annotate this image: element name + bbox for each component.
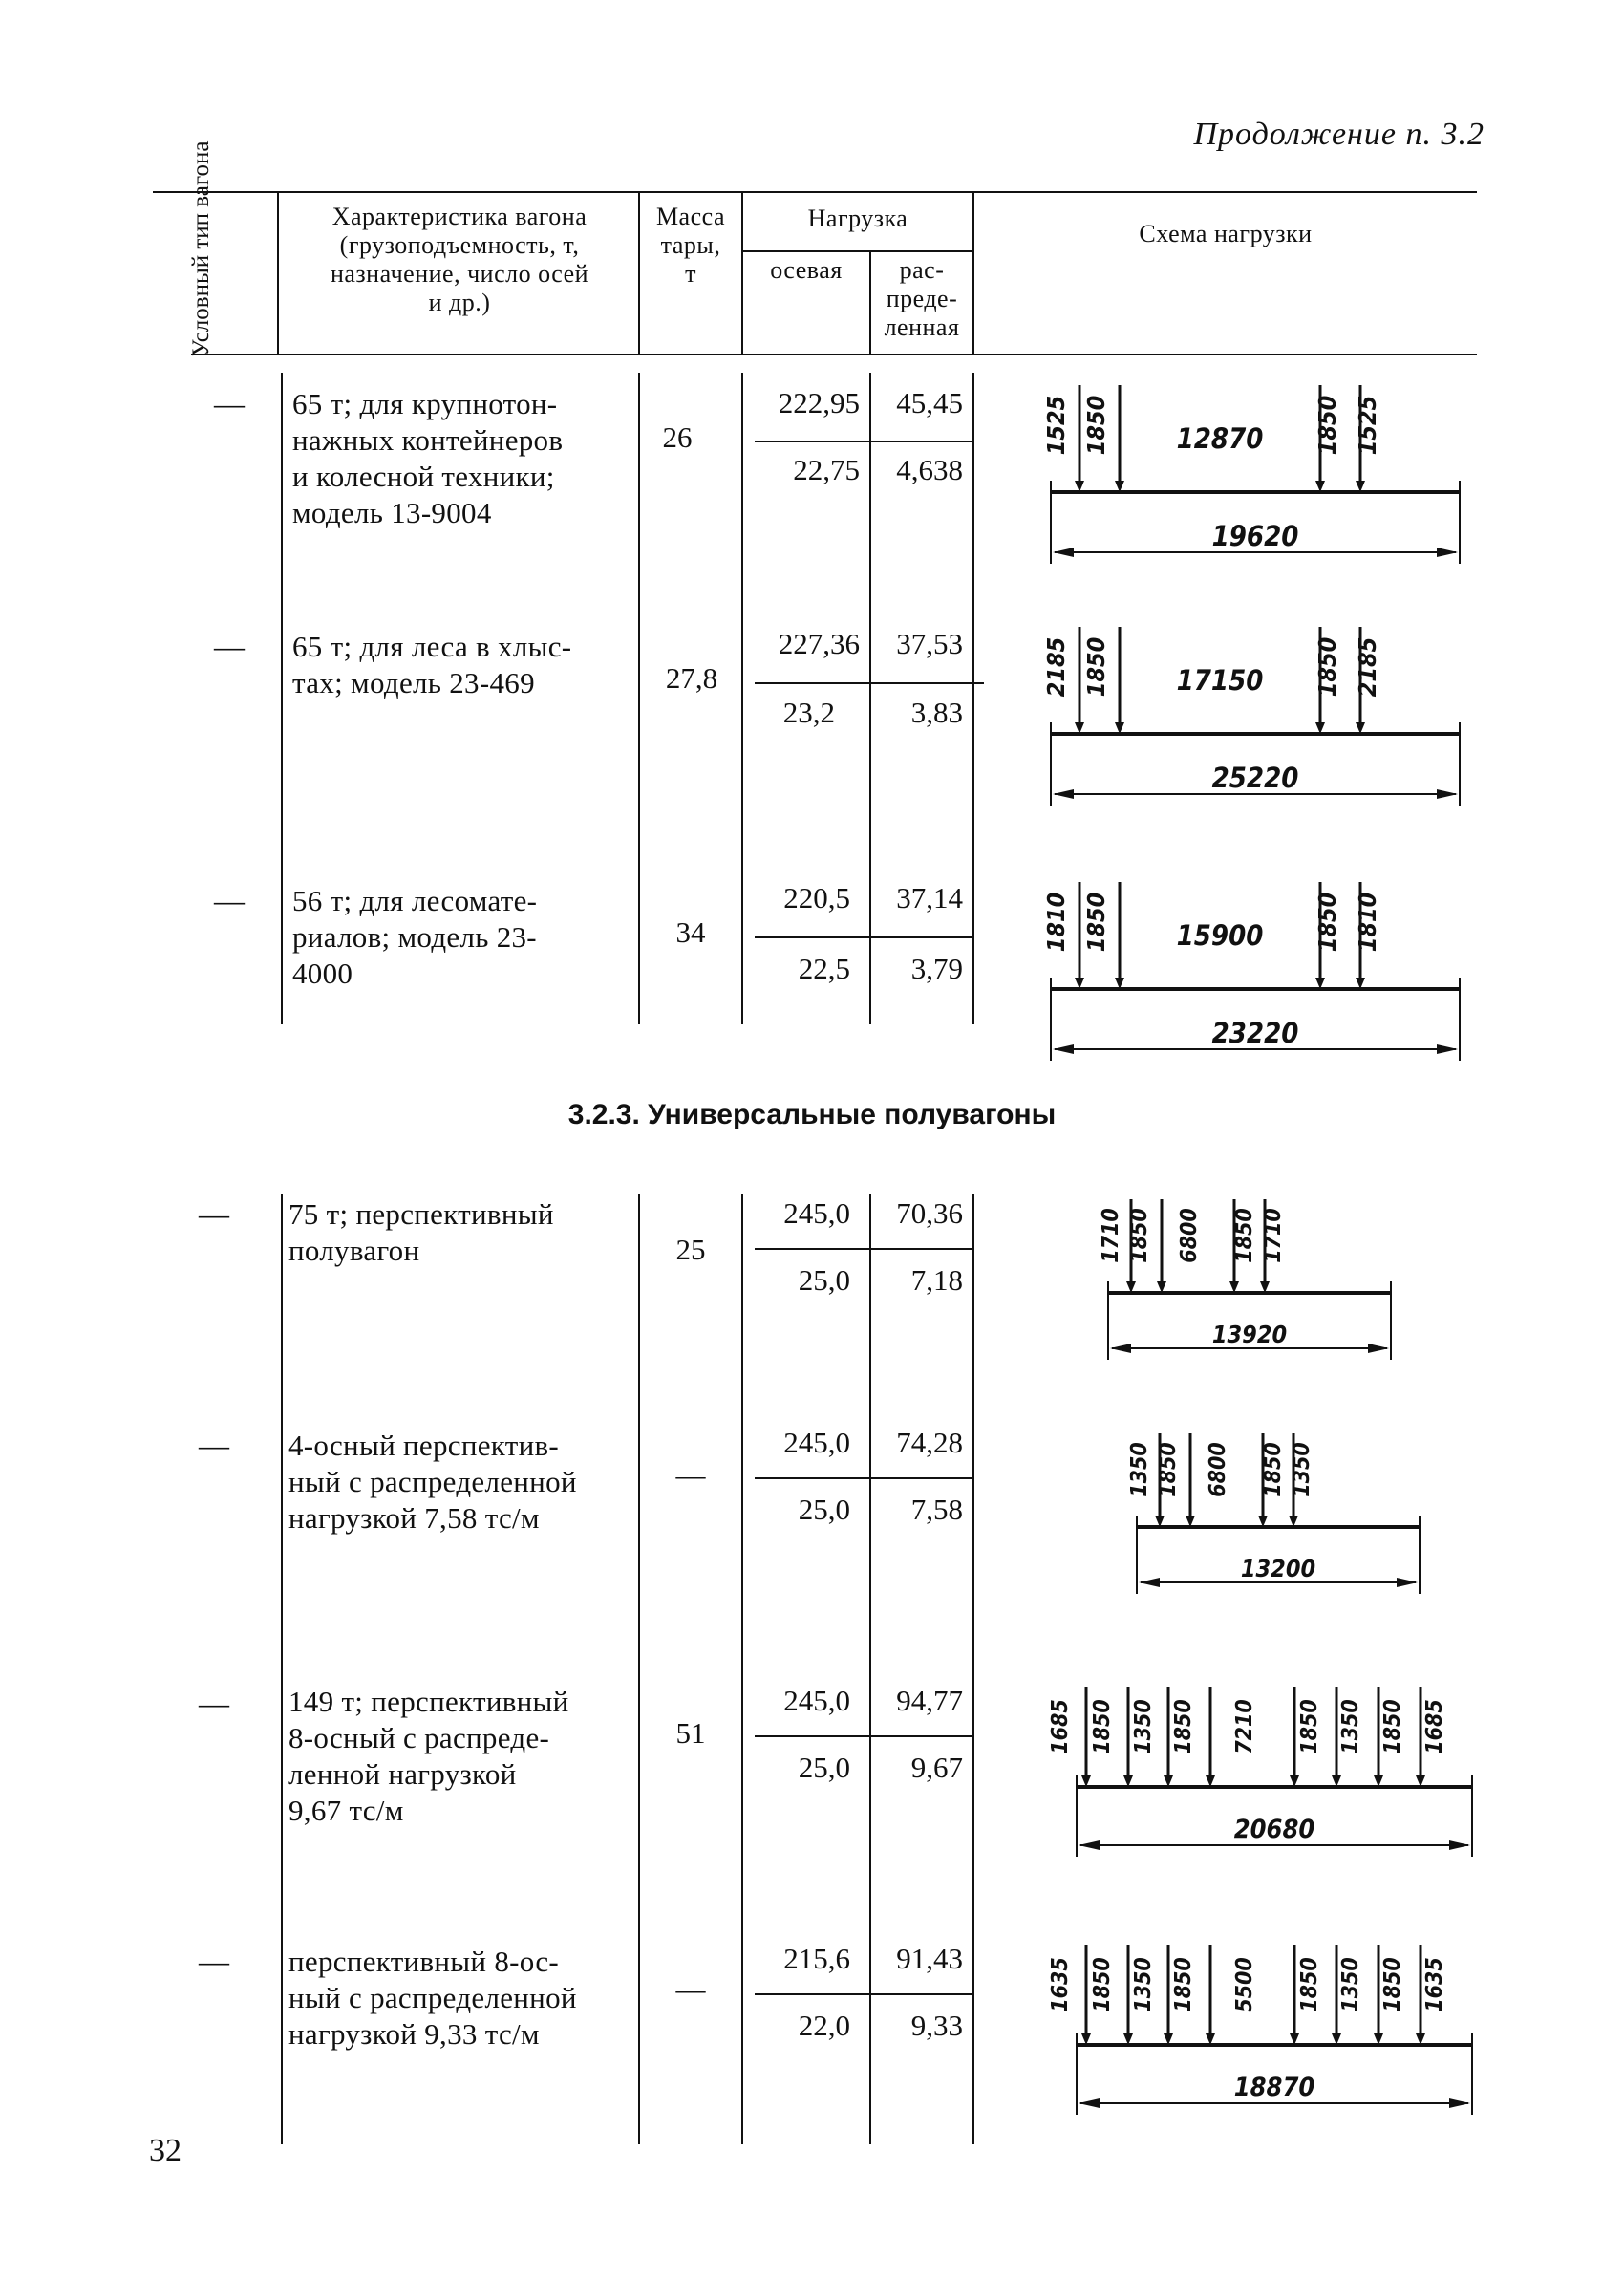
row-dist-top: 37,53 <box>896 627 963 660</box>
dimension-total-label: 13200 <box>1240 1555 1316 1582</box>
row-axial-top: 227,36 <box>778 627 860 660</box>
row-description-line: 56 т; для лесомате- <box>292 884 538 917</box>
row-description <box>292 386 629 531</box>
fraction-rule <box>755 441 972 442</box>
section-heading: 3.2.3. Универсальные полувагоны <box>567 1099 1057 1130</box>
row-dist-top: 94,77 <box>896 1684 963 1717</box>
span-label: 1850 <box>1261 1442 1286 1497</box>
header-characteristic-line: (грузоподъемность, т, <box>339 231 580 259</box>
span-label: 1850 <box>1297 1699 1322 1754</box>
row-description-line: ный с распределенной <box>288 1465 577 1498</box>
load-scheme <box>1042 619 1490 810</box>
header-characteristic-line: назначение, число осей <box>330 260 589 288</box>
header-col-sep-1 <box>277 191 279 355</box>
running-head: Продолжение п. 3.2 <box>1193 117 1485 152</box>
fraction-rule <box>755 936 972 938</box>
span-label: 1850 <box>1090 1699 1115 1754</box>
header-distributed-line: рас- <box>899 256 945 284</box>
row-axial-bottom: 22,75 <box>793 453 860 486</box>
span-label: 1685 <box>1048 1699 1073 1754</box>
row-dist-bottom: 9,33 <box>910 2009 963 2042</box>
span-label: 1850 <box>1082 636 1110 698</box>
page-number: 32 <box>149 2133 182 2168</box>
header-type-label: Условный тип вагона <box>188 140 214 356</box>
dimension-total-label: 13920 <box>1211 1321 1288 1348</box>
row-axial-top: 215,6 <box>783 1942 850 1975</box>
row-axial-bottom: 25,0 <box>798 1751 850 1784</box>
row-description <box>288 1196 629 1269</box>
row-dist-bottom: 9,67 <box>910 1751 963 1784</box>
dimension-arrowhead <box>1397 1578 1418 1587</box>
span-label: 1635 <box>1048 1957 1073 2012</box>
span-label: 12870 <box>1176 422 1264 455</box>
span-label: 1850 <box>1314 636 1341 698</box>
header-characteristic <box>283 203 636 317</box>
span-label: 1850 <box>1232 1208 1257 1263</box>
span-label: 1350 <box>1127 1442 1152 1497</box>
dimension-arrowhead <box>1368 1344 1389 1353</box>
row-description <box>288 1944 629 2053</box>
row-dist-bottom: 7,18 <box>910 1263 963 1297</box>
span-label: 2185 <box>1354 636 1381 698</box>
dimension-arrowhead <box>1053 548 1074 557</box>
span-label: 1635 <box>1422 1957 1447 2012</box>
row-axial-top: 245,0 <box>783 1426 850 1459</box>
dimension-total-label: 25220 <box>1211 762 1299 794</box>
row-dist-bottom: 3,79 <box>910 952 963 985</box>
span-label: 1710 <box>1261 1208 1286 1263</box>
body-col-sep-1 <box>281 373 283 1024</box>
row-description <box>288 1428 629 1537</box>
row-axial-bottom: 22,0 <box>798 2009 850 2042</box>
span-label: 1350 <box>1338 1957 1363 2012</box>
row-axial-top: 245,0 <box>783 1196 850 1230</box>
dimension-total-label: 19620 <box>1211 520 1299 552</box>
body-col-sep-5 <box>972 373 974 1024</box>
span-label: 1850 <box>1380 1957 1405 2012</box>
body-col-sep-1 <box>281 1194 283 2144</box>
table-header-bottom-rule <box>191 354 1477 355</box>
row-description-line: ный с распределенной <box>288 1981 577 2014</box>
span-label: 1850 <box>1082 892 1110 953</box>
row-description-line: риалов; модель 23- <box>292 920 537 954</box>
span-label: 1850 <box>1156 1442 1181 1497</box>
load-scheme <box>1127 1424 1481 1615</box>
row-description-line: нажных контейнеров <box>292 423 564 457</box>
load-scheme <box>1099 1190 1452 1381</box>
header-col-sep-5 <box>972 191 974 355</box>
dimension-total-label: 18870 <box>1233 2073 1315 2102</box>
row-type: — <box>214 883 245 917</box>
row-axial-top: 222,95 <box>778 386 860 419</box>
span-label: 5500 <box>1232 1957 1257 2012</box>
row-type: — <box>199 1944 229 1978</box>
load-scheme <box>1042 377 1490 569</box>
row-axial-top: 245,0 <box>783 1684 850 1717</box>
span-label: 1850 <box>1127 1208 1152 1263</box>
row-type: — <box>199 1196 229 1231</box>
row-mass: — <box>675 1458 706 1492</box>
header-distributed-line: преде- <box>886 285 958 312</box>
header-mass-line: тары, <box>660 231 721 259</box>
span-label: 1685 <box>1422 1699 1447 1754</box>
fraction-rule <box>755 1993 972 1995</box>
span-label: 1850 <box>1297 1957 1322 2012</box>
row-type: — <box>199 1686 229 1720</box>
dimension-arrowhead <box>1139 1578 1160 1587</box>
row-description-line: 8-осный с распреде- <box>288 1721 550 1754</box>
load-scheme <box>1048 1935 1505 2126</box>
row-axial-bottom: 25,0 <box>798 1263 850 1297</box>
header-mass-line: Масса <box>655 203 726 230</box>
row-dist-top: 70,36 <box>896 1196 963 1230</box>
row-description-line: нагрузкой 9,33 тс/м <box>288 2017 540 2051</box>
fraction-rule <box>755 1248 972 1250</box>
span-label: 1850 <box>1171 1957 1196 2012</box>
dimension-arrowhead <box>1110 1344 1131 1353</box>
span-label: 1850 <box>1090 1957 1115 2012</box>
row-type: — <box>199 1428 229 1462</box>
row-description-line: 75 т; перспективный <box>288 1197 554 1231</box>
row-description-line: ленной нагрузкой <box>288 1757 517 1791</box>
dimension-arrowhead <box>1053 789 1074 799</box>
row-mass: 27,8 <box>665 661 718 695</box>
span-label: 1710 <box>1099 1208 1123 1263</box>
span-label: 7210 <box>1232 1699 1257 1754</box>
dimension-arrowhead <box>1437 548 1458 557</box>
row-description <box>292 883 629 992</box>
row-dist-top: 45,45 <box>896 386 963 419</box>
dimension-arrowhead <box>1449 1840 1470 1850</box>
dimension-total-label: 20680 <box>1233 1815 1315 1844</box>
header-characteristic-line: и др.) <box>428 289 491 316</box>
row-description-line: нагрузкой 7,58 тс/м <box>288 1501 540 1535</box>
span-label: 17150 <box>1176 664 1264 697</box>
span-label: 1350 <box>1338 1699 1363 1754</box>
span-label: 1350 <box>1131 1699 1156 1754</box>
row-description <box>292 629 629 701</box>
row-dist-bottom: 4,638 <box>896 453 963 486</box>
span-label: 1525 <box>1042 395 1070 456</box>
header-load: Нагрузка <box>807 204 908 232</box>
row-description-line: 65 т; для крупнотон- <box>292 387 558 420</box>
row-description-line: 149 т; перспективный <box>288 1685 569 1718</box>
span-label: 1850 <box>1314 892 1341 953</box>
span-label: 6800 <box>1206 1442 1230 1497</box>
row-description <box>288 1684 629 1829</box>
span-label: 1350 <box>1290 1442 1314 1497</box>
row-axial-bottom: 22,5 <box>798 952 850 985</box>
header-distributed-line: ленная <box>884 313 960 341</box>
span-label: 1810 <box>1354 892 1381 953</box>
span-label: 1850 <box>1380 1699 1405 1754</box>
row-description-line: 4000 <box>292 957 353 990</box>
dimension-arrowhead <box>1079 2098 1100 2108</box>
fraction-rule <box>755 682 984 684</box>
span-label: 6800 <box>1177 1208 1202 1263</box>
row-dist-bottom: 3,83 <box>910 696 963 729</box>
span-label: 1525 <box>1354 395 1381 456</box>
row-description-line: 9,67 тс/м <box>288 1794 404 1827</box>
row-type: — <box>214 386 245 420</box>
span-label: 2185 <box>1042 636 1070 698</box>
span-label: 15900 <box>1176 919 1264 952</box>
header-distributed <box>871 256 972 342</box>
row-dist-bottom: 7,58 <box>910 1493 963 1526</box>
dimension-total-label: 23220 <box>1211 1017 1299 1049</box>
load-scheme <box>1042 874 1490 1065</box>
row-description-line: и колесной техники; <box>292 460 555 493</box>
row-mass: 34 <box>675 915 706 949</box>
body-col-sep-5 <box>972 1194 974 2144</box>
span-label: 1850 <box>1082 395 1110 456</box>
row-description-line: 65 т; для леса в хлыс- <box>292 630 572 663</box>
dimension-arrowhead <box>1437 1044 1458 1054</box>
row-mass: 25 <box>675 1233 706 1266</box>
row-dist-top: 91,43 <box>896 1942 963 1975</box>
row-description-line: перспективный 8-ос- <box>288 1945 560 1978</box>
dimension-arrowhead <box>1437 789 1458 799</box>
row-description-line: тах; модель 23-469 <box>292 666 535 699</box>
span-label: 1850 <box>1314 395 1341 456</box>
row-mass: 51 <box>675 1716 706 1750</box>
fraction-rule <box>755 1477 972 1479</box>
span-label: 1350 <box>1131 1957 1156 2012</box>
row-axial-bottom: 23,2 <box>782 696 835 729</box>
row-dist-top: 74,28 <box>896 1426 963 1459</box>
span-label: 1810 <box>1042 892 1070 953</box>
header-mass-line: т <box>685 260 696 288</box>
load-scheme <box>1048 1677 1505 1868</box>
row-mass: — <box>675 1972 706 2006</box>
row-dist-top: 37,14 <box>896 881 963 914</box>
body-col-sep-3 <box>741 1194 743 2144</box>
header-mass <box>640 203 741 289</box>
row-axial-top: 220,5 <box>783 881 850 914</box>
row-description-line: полувагон <box>288 1234 420 1267</box>
span-label: 1850 <box>1171 1699 1196 1754</box>
header-type <box>188 140 242 356</box>
table-top-rule <box>153 191 1477 193</box>
row-description-line: 4-осный перспектив- <box>288 1429 560 1462</box>
body-col-sep-4 <box>869 1194 871 2144</box>
dimension-arrowhead <box>1079 1840 1100 1850</box>
row-mass: 26 <box>662 420 693 454</box>
header-characteristic-line: Характеристика вагона <box>331 203 588 230</box>
row-description-line: модель 13-9004 <box>292 496 492 529</box>
row-type: — <box>214 629 245 663</box>
row-axial-bottom: 25,0 <box>798 1493 850 1526</box>
dimension-arrowhead <box>1449 2098 1470 2108</box>
load-subheader-rule <box>741 250 972 252</box>
dimension-arrowhead <box>1053 1044 1074 1054</box>
header-axial: осевая <box>770 256 843 284</box>
fraction-rule <box>755 1735 972 1737</box>
header-scheme: Схема нагрузки <box>1139 220 1313 247</box>
